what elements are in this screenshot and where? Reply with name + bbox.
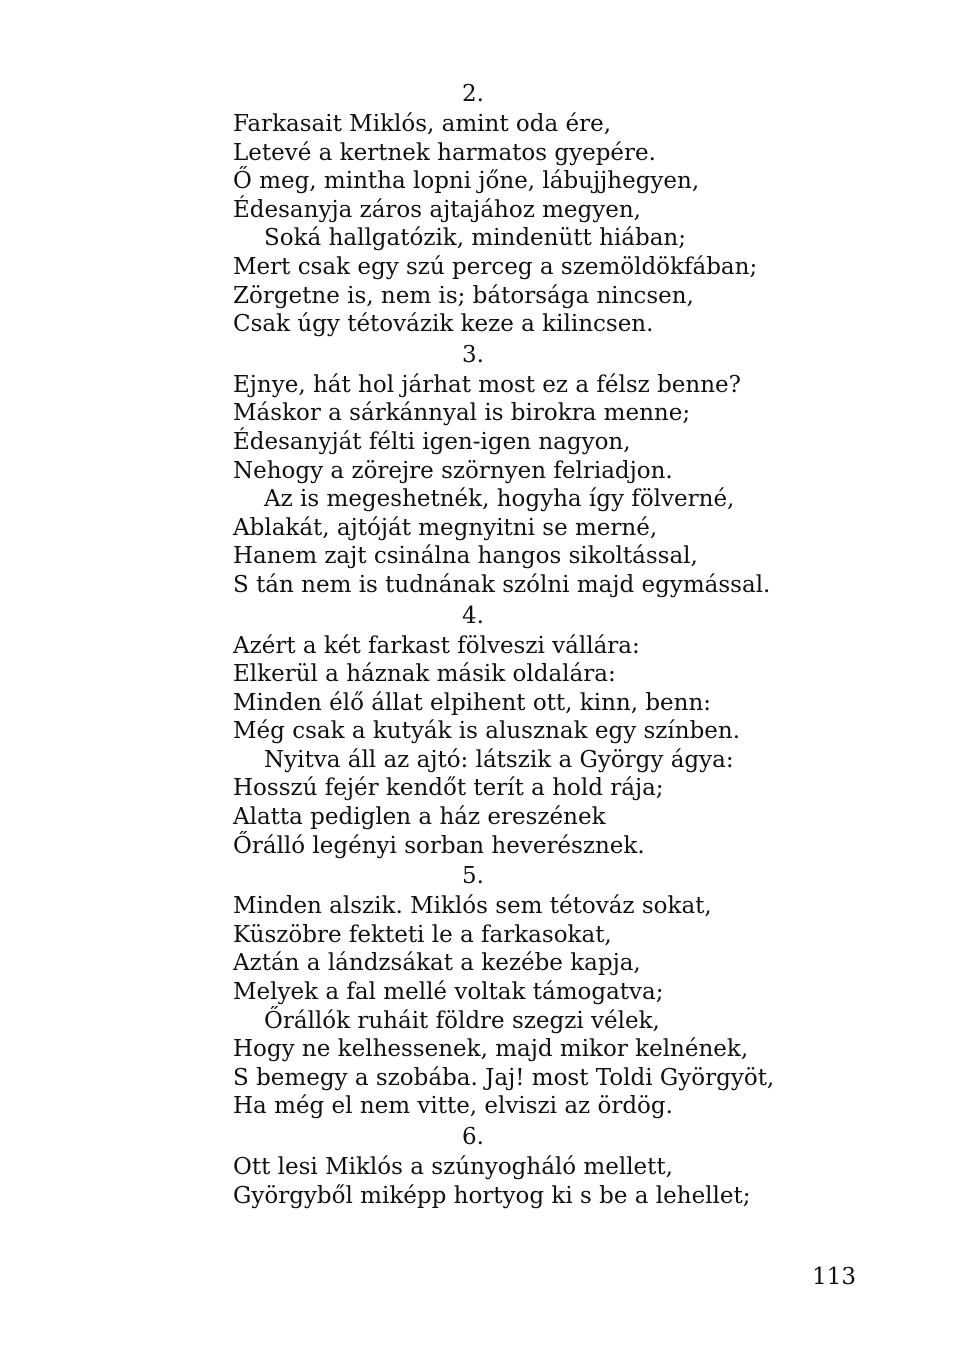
verse-line: Mert csak egy szú perceg a szemöldökfában; bbox=[233, 253, 758, 280]
verse-line: Hogy ne kelhessenek, majd mikor kelnének, bbox=[233, 1036, 749, 1063]
verse-line: Ablakát, ajtóját megnyitni se merné, bbox=[233, 514, 658, 541]
verse-line: S bemegy a szobába. Jaj! most Toldi Györgyöt, bbox=[233, 1064, 775, 1091]
verse-line: Letevé a kertnek harmatos gyepére. bbox=[233, 139, 656, 166]
verse-line: Minden alszik. Miklós sem tétováz sokat, bbox=[233, 893, 712, 920]
verse-line: Ő meg, mintha lopni jőne, lábujjhegyen, bbox=[233, 168, 700, 195]
stanza bbox=[233, 341, 853, 600]
verse-line: Máskor a sárkánnyal is birokra menne; bbox=[233, 400, 691, 427]
stanza bbox=[233, 80, 853, 339]
verse-line: Alatta pediglen a ház ereszének bbox=[233, 804, 606, 831]
verse-line: Őrálló legényi sorban heverésznek. bbox=[233, 832, 645, 859]
stanza-number: 3. bbox=[462, 341, 484, 368]
verse-line: Édesanyját félti igen-igen nagyon, bbox=[233, 428, 631, 455]
verse-line: Elkerül a háznak másik oldalára: bbox=[233, 661, 616, 688]
verse-line: Melyek a fal mellé voltak támogatva; bbox=[233, 979, 664, 1006]
verse-line: Édesanyja záros ajtajához megyen, bbox=[233, 196, 641, 223]
verse-line: Györgyből miképp hortyog ki s be a lehellet; bbox=[233, 1182, 751, 1209]
stanza-number: 6. bbox=[462, 1124, 484, 1150]
verse-line: Nyitva áll az ajtó: látszik a György ágya: bbox=[264, 746, 734, 773]
stanza bbox=[233, 1123, 853, 1210]
verse-line: Ha még el nem vitte, elviszi az ördög. bbox=[233, 1093, 673, 1120]
verse-line: Küszöbre fekteti le a farkasokat, bbox=[233, 921, 612, 948]
stanza bbox=[233, 602, 853, 861]
stanza-number: 2. bbox=[462, 81, 484, 107]
verse-line: Nehogy a zörejre szörnyen felriadjon. bbox=[233, 457, 673, 484]
stanza-number: 4. bbox=[462, 602, 484, 629]
verse-line: Aztán a lándzsákat a kezébe kapja, bbox=[233, 950, 641, 977]
verse-line: Ejnye, hát hol járhat most ez a félsz benne? bbox=[233, 371, 741, 398]
verse-line: Őrállók ruháit földre szegzi vélek, bbox=[264, 1007, 660, 1034]
verse-line: Az is megeshetnék, hogyha így fölverné, bbox=[264, 486, 735, 513]
verse-line: Hanem zajt csinálna hangos sikoltással, bbox=[233, 543, 698, 570]
verse-line: Még csak a kutyák is alusznak egy színben. bbox=[233, 718, 741, 745]
verse-line: Farkasait Miklós, amint oda ére, bbox=[233, 111, 612, 137]
stanza bbox=[233, 862, 853, 1121]
verse-line: Hosszú fejér kendőt terít a hold rája; bbox=[233, 775, 664, 802]
verse-line: Zörgetne is, nem is; bátorsága nincsen, bbox=[233, 282, 694, 309]
verse-line: Csak úgy tétovázik keze a kilincsen. bbox=[233, 311, 654, 338]
verse-line: S tán nem is tudnának szólni majd egymással. bbox=[233, 571, 771, 598]
verse-line: Ott lesi Miklós a szúnyogháló mellett, bbox=[233, 1154, 673, 1180]
stanza-number: 5. bbox=[462, 863, 484, 890]
page-number: 113 bbox=[812, 1264, 856, 1290]
verse-line: Soká hallgatózik, mindenütt hiában; bbox=[264, 225, 686, 252]
poem bbox=[233, 80, 853, 1212]
verse-line: Minden élő állat elpihent ott, kinn, benn: bbox=[233, 689, 712, 716]
verse-line: Azért a két farkast fölveszi vállára: bbox=[233, 632, 640, 659]
